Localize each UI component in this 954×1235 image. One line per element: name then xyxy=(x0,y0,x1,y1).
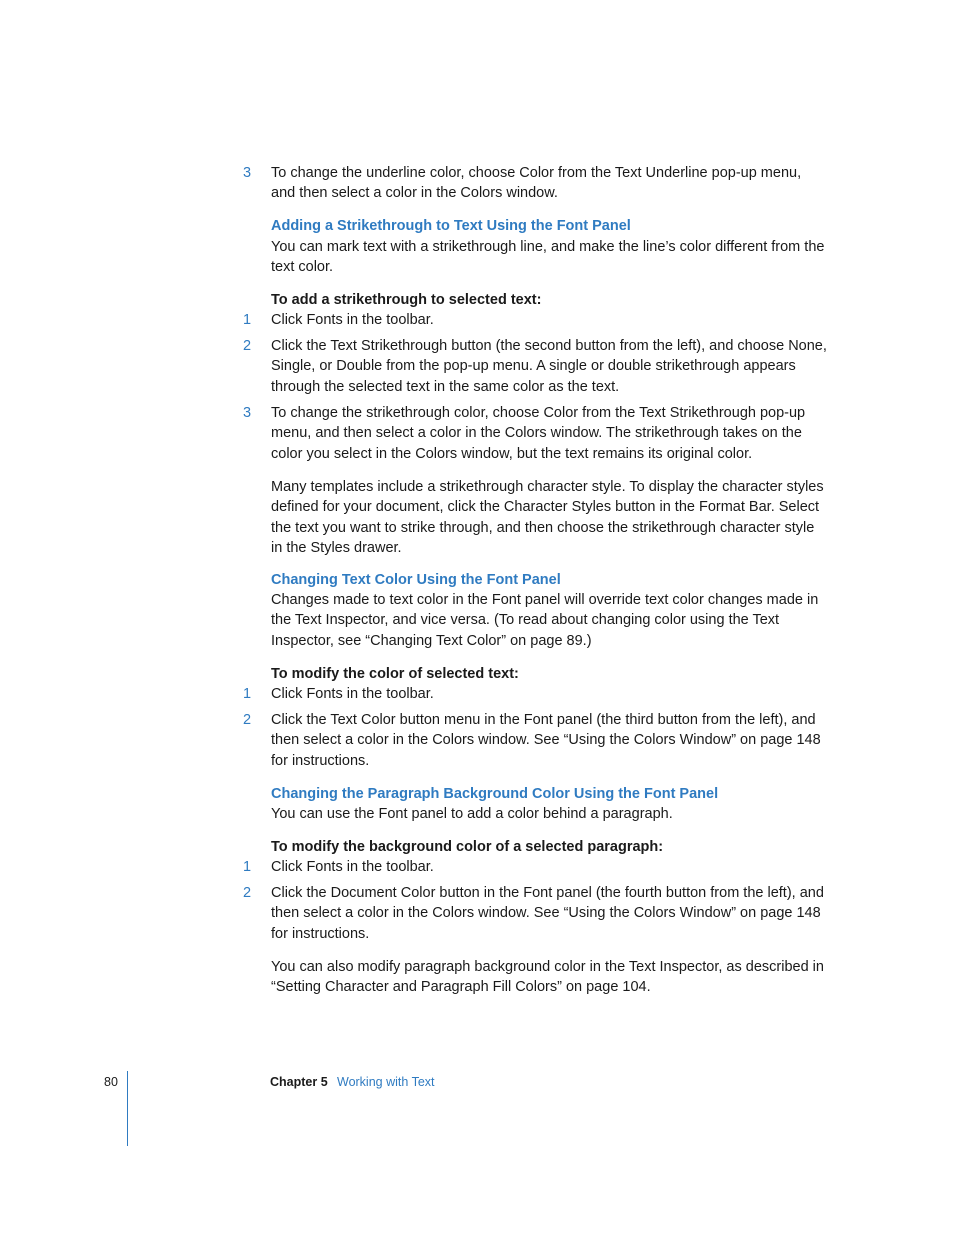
footer-chapter-label: Chapter 5 xyxy=(270,1075,328,1089)
step-number: 3 xyxy=(243,165,252,181)
footer-divider xyxy=(127,1071,128,1146)
section-heading-paragraph-background: Changing the Paragraph Background Color Using the Font Panel xyxy=(271,786,719,802)
step-text: Click Fonts in the toolbar. xyxy=(271,859,434,875)
step-number: 1 xyxy=(243,686,252,702)
step-text: Click the Document Color button in the Font panel (the fourth button from the left), and then select a color in the Colors window. See “Using the Colors Window” on page 148 for instructions. xyxy=(271,885,824,942)
step-number: 1 xyxy=(243,312,252,328)
step-number: 2 xyxy=(243,885,252,901)
section-intro: You can use the Font panel to add a color behind a paragraph. xyxy=(271,806,673,822)
page-number: 80 xyxy=(104,1075,118,1089)
section-intro: You can mark text with a strikethrough line, and make the line’s color different from the text color. xyxy=(271,239,825,276)
section-heading-strikethrough: Adding a Strikethrough to Text Using the Font Panel xyxy=(271,218,631,234)
step-text: Click the Text Strikethrough button (the second button from the left), and choose None, Single, or Double from the pop-up menu. A single or double strikethrough appears through the selected text in the same color as the text. xyxy=(271,338,827,395)
step-text: To change the underline color, choose Color from the Text Underline pop-up menu, and then select a color in the Colors window. xyxy=(271,165,802,202)
step-number: 2 xyxy=(243,712,252,728)
section-heading-text-color: Changing Text Color Using the Font Panel xyxy=(271,572,561,588)
step-text: Click Fonts in the toolbar. xyxy=(271,686,434,702)
footer-chapter-title: Working with Text xyxy=(337,1075,435,1089)
step-number: 1 xyxy=(243,859,252,875)
step-number: 3 xyxy=(243,405,252,421)
step-text: Click the Text Color button menu in the Font panel (the third button from the left), and then select a color in the Colors window. See “Using the Colors Window” on page 148 for instructions. xyxy=(271,712,821,769)
task-lead: To modify the background color of a selected paragraph: xyxy=(271,839,664,855)
step-text: Click Fonts in the toolbar. xyxy=(271,312,434,328)
task-lead: To modify the color of selected text: xyxy=(271,666,519,682)
section-intro: Changes made to text color in the Font panel will override text color changes made in the Text Inspector, and vice versa. (To read about changing color using the Text Inspector, see “Changing Text Color” on page 89.) xyxy=(271,592,819,649)
step-number: 2 xyxy=(243,338,252,354)
note-paragraph: You can also modify paragraph background color in the Text Inspector, as described in “Setting Character and Paragraph Fill Colors” on page 104. xyxy=(271,959,824,996)
step-text: To change the strikethrough color, choose Color from the Text Strikethrough pop-up menu, and then select a color in the Colors window. The strikethrough takes on the color you select in the Colors window, but the text remains its original color. xyxy=(271,405,806,462)
note-paragraph: Many templates include a strikethrough character style. To display the character styles defined for your document, click the Character Styles button in the Format Bar. Select the text you want to strike through, and then choose the strikethrough character style in the Styles drawer. xyxy=(271,479,824,557)
task-lead: To add a strikethrough to selected text: xyxy=(271,292,542,308)
